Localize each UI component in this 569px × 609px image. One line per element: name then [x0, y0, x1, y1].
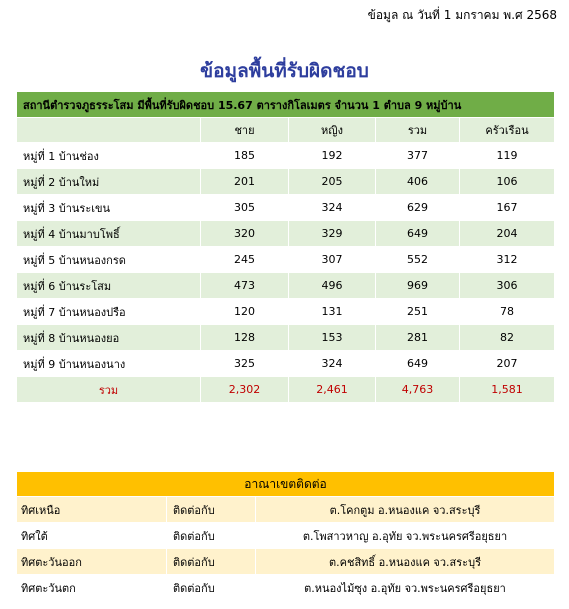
female-count-cell: 205: [289, 169, 376, 195]
total-male: 2,302: [201, 377, 289, 403]
header-cell-name: [17, 118, 201, 143]
male-count-cell: 320: [201, 221, 289, 247]
direction-cell: ทิศเหนือ: [17, 497, 167, 523]
header-cell-female: หญิง: [289, 118, 376, 143]
households-count-cell: 204: [460, 221, 555, 247]
male-count-cell: 245: [201, 247, 289, 273]
village-name-cell: หมู่ที่ 1 บ้านช่อง: [17, 143, 201, 169]
male-count-cell: 128: [201, 325, 289, 351]
location-cell: ต.คชสิทธิ์ อ.หนองแค จว.สระบุรี: [256, 549, 555, 575]
village-name-cell: หมู่ที่ 8 บ้านหนองยอ: [17, 325, 201, 351]
date-line: ข้อมูล ณ วันที่ 1 มกราคม พ.ศ 2568: [367, 8, 557, 22]
page-title: ข้อมูลพื้นที่รับผิดชอบ: [200, 60, 369, 82]
village-name-cell: หมู่ที่ 7 บ้านหนองปรือ: [17, 299, 201, 325]
male-count-cell: 305: [201, 195, 289, 221]
direction-cell: ทิศใต้: [17, 523, 167, 549]
female-count-cell: 496: [289, 273, 376, 299]
village-name-cell: หมู่ที่ 9 บ้านหนองนาง: [17, 351, 201, 377]
direction-cell: ทิศตะวันออก: [17, 549, 167, 575]
population-header-row: [17, 118, 555, 143]
total-count-cell: 251: [376, 299, 460, 325]
total-count-cell: 649: [376, 221, 460, 247]
total-count-cell: 377: [376, 143, 460, 169]
female-count-cell: 192: [289, 143, 376, 169]
table-row: [17, 549, 555, 575]
table-row: [17, 523, 555, 549]
table-row: [17, 247, 555, 273]
table-row: [17, 143, 555, 169]
direction-cell: ทิศตะวันตก: [17, 575, 167, 601]
village-name-cell: หมู่ที่ 6 บ้านระโสม: [17, 273, 201, 299]
total-count-cell: 281: [376, 325, 460, 351]
table-row: [17, 351, 555, 377]
total-count-cell: 552: [376, 247, 460, 273]
female-count-cell: 324: [289, 351, 376, 377]
table-row: [17, 221, 555, 247]
table-row: [17, 325, 555, 351]
boundary-caption: อาณาเขตติดต่อ: [17, 472, 555, 497]
location-cell: ต.โพสาวหาญ อ.อุทัย จว.พระนครศรีอยุธยา: [256, 523, 555, 549]
total-count-cell: 969: [376, 273, 460, 299]
location-cell: ต.โคกตูม อ.หนองแค จว.สระบุรี: [256, 497, 555, 523]
households-count-cell: 82: [460, 325, 555, 351]
male-count-cell: 201: [201, 169, 289, 195]
table-row: [17, 169, 555, 195]
total-count-cell: 629: [376, 195, 460, 221]
households-count-cell: 106: [460, 169, 555, 195]
table-row: [17, 273, 555, 299]
households-count-cell: 207: [460, 351, 555, 377]
relation-cell: ติดต่อกับ: [167, 497, 256, 523]
village-name-cell: หมู่ที่ 5 บ้านหนองกรด: [17, 247, 201, 273]
male-count-cell: 185: [201, 143, 289, 169]
table-row: [17, 195, 555, 221]
households-count-cell: 306: [460, 273, 555, 299]
boundary-caption-row: [17, 472, 555, 497]
households-count-cell: 78: [460, 299, 555, 325]
total-count-cell: 649: [376, 351, 460, 377]
population-table: [16, 91, 555, 403]
relation-cell: ติดต่อกับ: [167, 549, 256, 575]
village-name-cell: หมู่ที่ 2 บ้านใหม่: [17, 169, 201, 195]
male-count-cell: 473: [201, 273, 289, 299]
female-count-cell: 307: [289, 247, 376, 273]
households-count-cell: 119: [460, 143, 555, 169]
header-cell-households: ครัวเรือน: [460, 118, 555, 143]
total-total: 4,763: [376, 377, 460, 403]
population-total-row: [17, 377, 555, 403]
female-count-cell: 329: [289, 221, 376, 247]
table-row: [17, 575, 555, 601]
population-caption: สถานีตำรวจภูธรระโสม มีพื้นที่รับผิดชอบ 15.67 ตารางกิโลเมตร จำนวน 1 ตำบล 9 หมู่บ้าน: [17, 92, 555, 118]
population-caption-row: [17, 92, 555, 118]
village-name-cell: หมู่ที่ 4 บ้านมาบโพธิ์: [17, 221, 201, 247]
relation-cell: ติดต่อกับ: [167, 523, 256, 549]
table-row: [17, 497, 555, 523]
households-count-cell: 167: [460, 195, 555, 221]
female-count-cell: 324: [289, 195, 376, 221]
header-cell-male: ชาย: [201, 118, 289, 143]
total-label: รวม: [17, 377, 201, 403]
total-count-cell: 406: [376, 169, 460, 195]
location-cell: ต.หนองไม้ซุง อ.อุทัย จว.พระนครศรีอยุธยา: [256, 575, 555, 601]
female-count-cell: 131: [289, 299, 376, 325]
relation-cell: ติดต่อกับ: [167, 575, 256, 601]
male-count-cell: 325: [201, 351, 289, 377]
total-female: 2,461: [289, 377, 376, 403]
boundary-table: [16, 471, 555, 601]
female-count-cell: 153: [289, 325, 376, 351]
village-name-cell: หมู่ที่ 3 บ้านระเขน: [17, 195, 201, 221]
households-count-cell: 312: [460, 247, 555, 273]
table-row: [17, 299, 555, 325]
header-cell-total: รวม: [376, 118, 460, 143]
male-count-cell: 120: [201, 299, 289, 325]
total-households: 1,581: [460, 377, 555, 403]
